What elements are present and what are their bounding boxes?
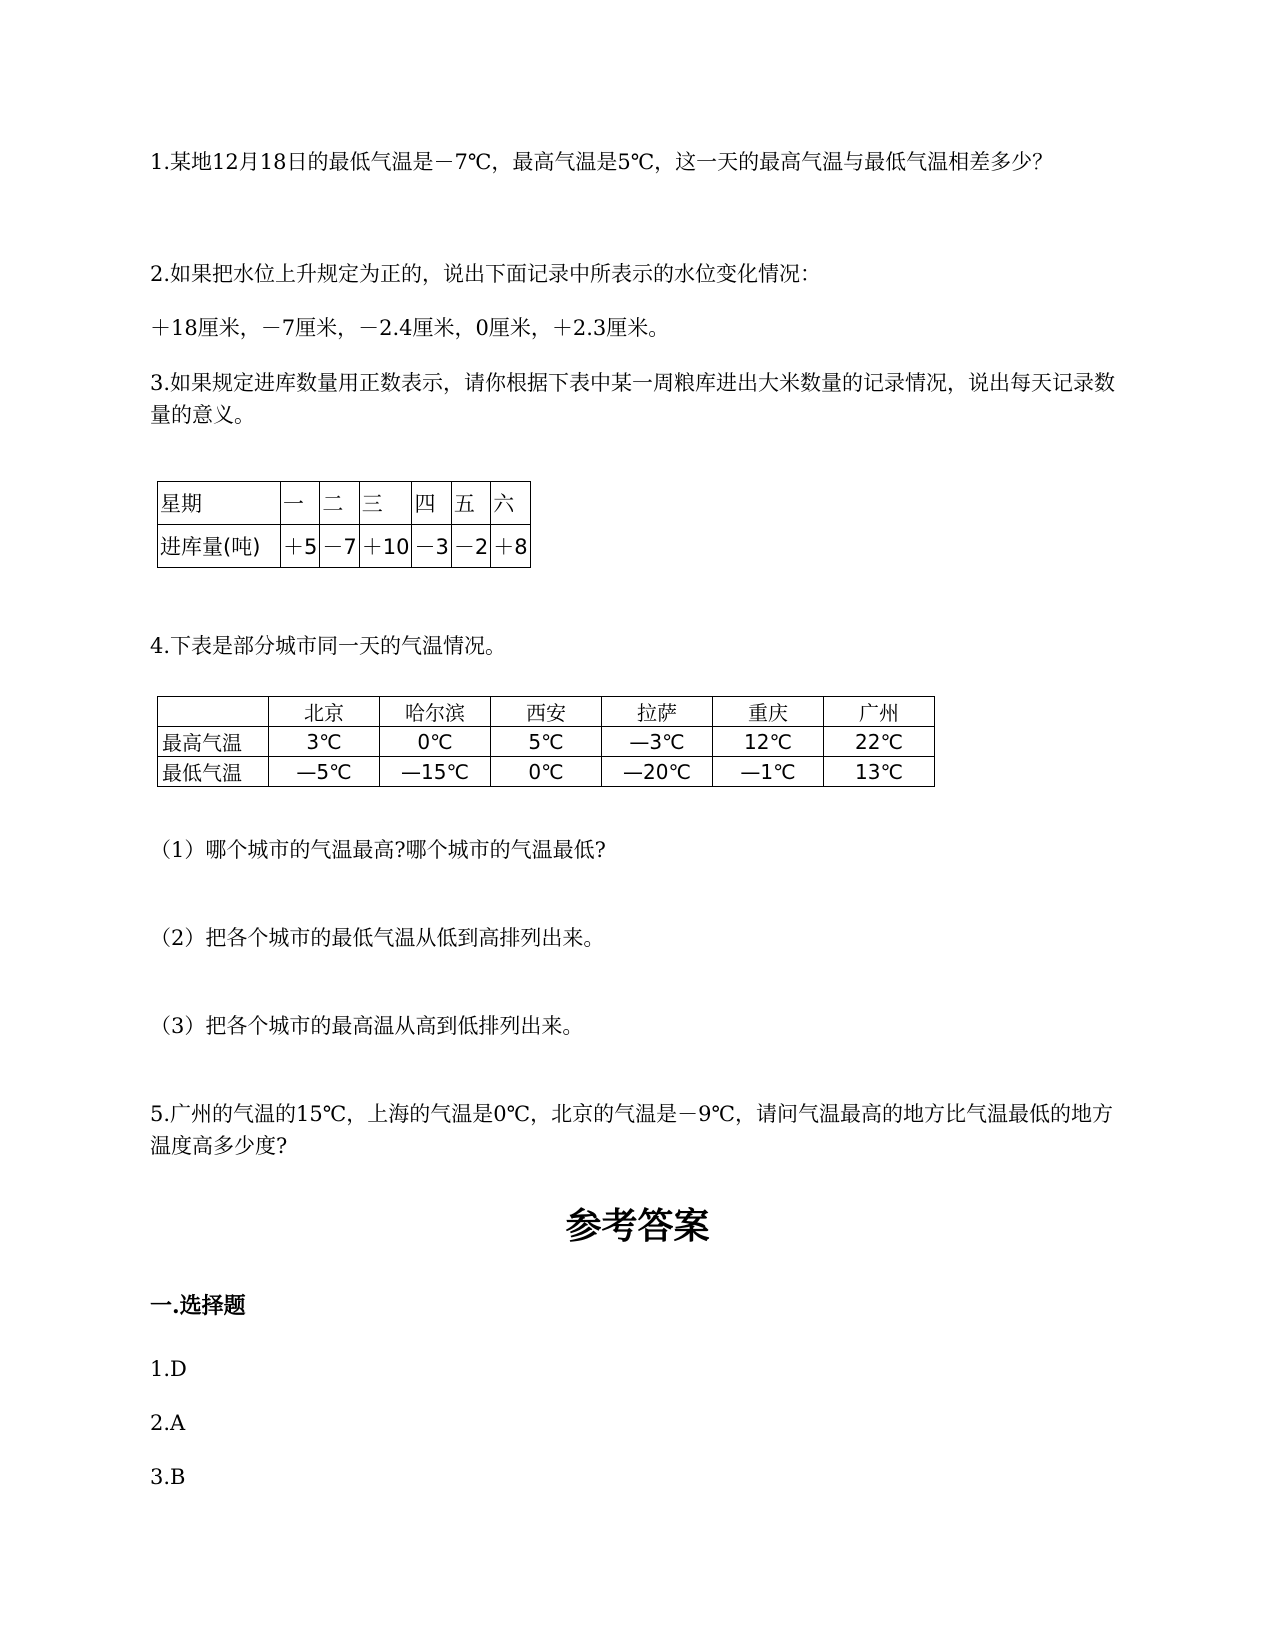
table-cell: －2 (451, 525, 490, 568)
table-row (158, 697, 935, 727)
table-cell: 三 (359, 482, 412, 525)
table-cell: 5℃ (491, 727, 602, 757)
table-header-cell: 星期 (158, 482, 281, 525)
table-row-header: 最低气温 (158, 757, 269, 787)
table-cell: 五 (451, 482, 490, 525)
table-cell: 13℃ (824, 757, 935, 787)
table-cell: —1℃ (713, 757, 824, 787)
table-header-cell: 哈尔滨 (380, 697, 491, 727)
table-cell: 四 (412, 482, 451, 525)
table-header-cell (158, 697, 269, 727)
table-cell: —5℃ (269, 757, 380, 787)
question-2: 2.如果把水位上升规定为正的，说出下面记录中所表示的水位变化情况： (150, 262, 822, 286)
table-row-header: 最高气温 (158, 727, 269, 757)
table-header-cell: 重庆 (713, 697, 824, 727)
table-cell: 22℃ (824, 727, 935, 757)
table-cell: 二 (320, 482, 359, 525)
table-row (158, 757, 935, 787)
question-5: 5.广州的气温的15℃，上海的气温是0℃，北京的气温是－9℃，请问气温最高的地方比气温最低的地方温度高多少度? (150, 1102, 1113, 1158)
question-3: 3.如果规定进库数量用正数表示，请你根据下表中某一周粮库进出大米数量的记录情况，说出每天记录数量的意义。 (150, 371, 1116, 427)
question-4-part-3: （3）把各个城市的最高温从高到低排列出来。 (150, 1014, 584, 1038)
table-cell: 3℃ (269, 727, 380, 757)
table-cell: —20℃ (602, 757, 713, 787)
table-header-cell: 北京 (269, 697, 380, 727)
table-cell: 0℃ (491, 757, 602, 787)
city-temperature-table (157, 696, 935, 787)
table-cell: ＋5 (281, 525, 320, 568)
table-header-cell: 西安 (491, 697, 602, 727)
table-header-cell: 拉萨 (602, 697, 713, 727)
question-4-part-1: （1）哪个城市的气温最高?哪个城市的气温最低? (150, 838, 606, 862)
question-2-values: ＋18厘米，－7厘米，－2.4厘米，0厘米，＋2.3厘米。 (150, 316, 670, 340)
table-cell: ＋8 (491, 525, 530, 568)
table-cell: －3 (412, 525, 451, 568)
grain-storage-table (157, 481, 531, 568)
table-cell: 一 (281, 482, 320, 525)
section-heading: 一.选择题 (150, 1293, 246, 1319)
table-header-cell: 进库量(吨) (158, 525, 281, 568)
question-4-part-2: （2）把各个城市的最低气温从低到高排列出来。 (150, 926, 605, 950)
answer-item: 1.D (150, 1357, 187, 1381)
table-cell: —15℃ (380, 757, 491, 787)
table-row (158, 525, 531, 568)
table-cell: 12℃ (713, 727, 824, 757)
table-cell: ＋10 (359, 525, 412, 568)
table-cell: —3℃ (602, 727, 713, 757)
question-4: 4.下表是部分城市同一天的气温情况。 (150, 634, 507, 658)
table-cell: －7 (320, 525, 359, 568)
answer-item: 2.A (150, 1411, 186, 1435)
table-cell: 六 (491, 482, 530, 525)
table-row (158, 727, 935, 757)
table-header-cell: 广州 (824, 697, 935, 727)
answer-item: 3.B (150, 1465, 186, 1489)
table-cell: 0℃ (380, 727, 491, 757)
question-1: 1.某地12月18日的最低气温是－7℃，最高气温是5℃，这一天的最高气温与最低气温相差多少？ (150, 150, 1054, 174)
table-row (158, 482, 531, 525)
answer-key-title: 参考答案 (565, 1205, 710, 1247)
